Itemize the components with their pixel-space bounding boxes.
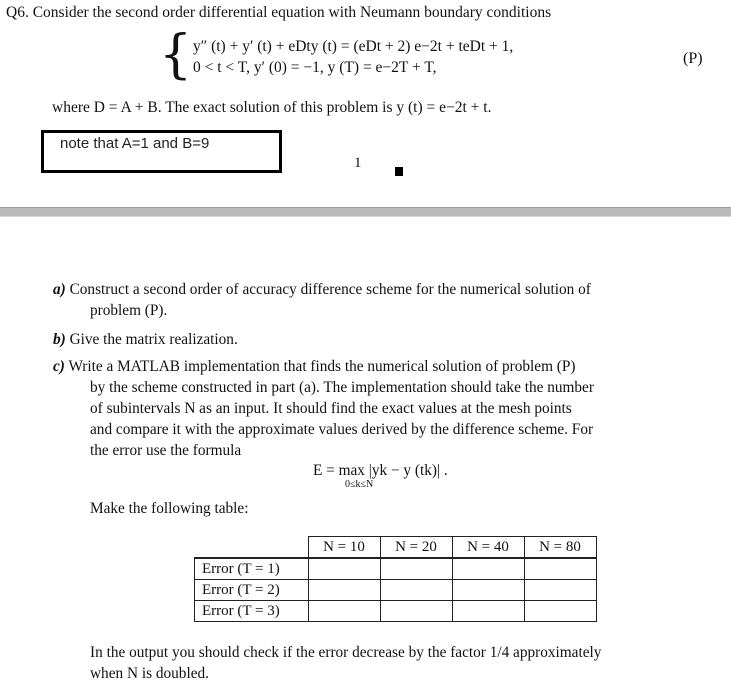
part-c-text: Write a MATLAB implementation that finds the numerical solution of problem (P) [68, 358, 576, 375]
table-row [195, 601, 597, 622]
column-header: N = 10 [308, 537, 380, 559]
equation-line-2: 0 < t < T, y′ (0) = −1, y (T) = e−2T + T, [193, 59, 437, 76]
part-a-label: a) [53, 281, 66, 298]
table-row [195, 558, 597, 580]
table-cell[interactable] [380, 601, 452, 622]
table-header-row [195, 537, 597, 559]
part-c-line-2: by the scheme constructed in part (a). The implementation should take the number [90, 379, 594, 396]
closing-line-1: In the output you should check if the error decrease by the factor 1/4 approximately [90, 644, 602, 661]
table-cell[interactable] [524, 601, 596, 622]
table-cell[interactable] [452, 601, 524, 622]
table-cell[interactable] [524, 558, 596, 580]
closing-line-2: when N is doubled. [90, 665, 209, 682]
table-cell[interactable] [452, 580, 524, 601]
error-formula: E = max |yk − y (tk)| . [313, 462, 448, 479]
text-cursor [395, 167, 403, 176]
question-intro [6, 4, 551, 22]
part-a-text: Construct a second order of accuracy difference scheme for the numerical solution of [69, 281, 591, 298]
question-intro-text: Consider the second order differential equation with Neumann boundary conditions [32, 4, 552, 21]
page-separator [0, 207, 731, 217]
question-number: Q6. [6, 4, 29, 21]
column-header: N = 20 [380, 537, 452, 559]
table-cell[interactable] [308, 558, 380, 580]
part-b [53, 331, 238, 349]
part-a-continued: problem (P). [90, 302, 168, 319]
table-cell[interactable] [452, 558, 524, 580]
row-label: Error (T = 2) [195, 580, 309, 601]
part-b-text: Give the matrix realization. [69, 331, 238, 348]
table-cell[interactable] [308, 601, 380, 622]
table-row [195, 580, 597, 601]
table-cell[interactable] [380, 558, 452, 580]
table-cell[interactable] [524, 580, 596, 601]
row-label: Error (T = 1) [195, 558, 309, 580]
equation-line-1: y″ (t) + y′ (t) + eDty (t) = (eDt + 2) e−2t + teDt + 1, [193, 38, 514, 55]
part-a [53, 281, 591, 299]
column-header: N = 40 [452, 537, 524, 559]
left-brace: { [159, 25, 193, 85]
part-c [53, 358, 576, 376]
note-text: note that A=1 and B=9 [60, 135, 210, 152]
part-c-line-4: and compare it with the approximate values derived by the difference scheme. For [90, 421, 594, 438]
part-b-label: b) [53, 331, 66, 348]
page-number: 1 [354, 155, 362, 171]
error-table [194, 536, 597, 622]
exact-solution-line: where D = A + B. The exact solution of this problem is y (t) = e−2t + t. [52, 99, 492, 116]
table-cell[interactable] [308, 580, 380, 601]
column-header: N = 80 [524, 537, 596, 559]
make-table-text: Make the following table: [90, 500, 249, 517]
row-label: Error (T = 3) [195, 601, 309, 622]
part-c-line-3: of subintervals N as an input. It should find the exact values at the mesh points [90, 400, 572, 417]
table-cell[interactable] [380, 580, 452, 601]
table-corner [195, 537, 309, 559]
part-c-line-5: the error use the formula [90, 442, 242, 459]
part-c-label: c) [53, 358, 65, 375]
error-formula-subscript: 0≤k≤N [345, 479, 374, 490]
equation-label: (P) [683, 50, 703, 67]
